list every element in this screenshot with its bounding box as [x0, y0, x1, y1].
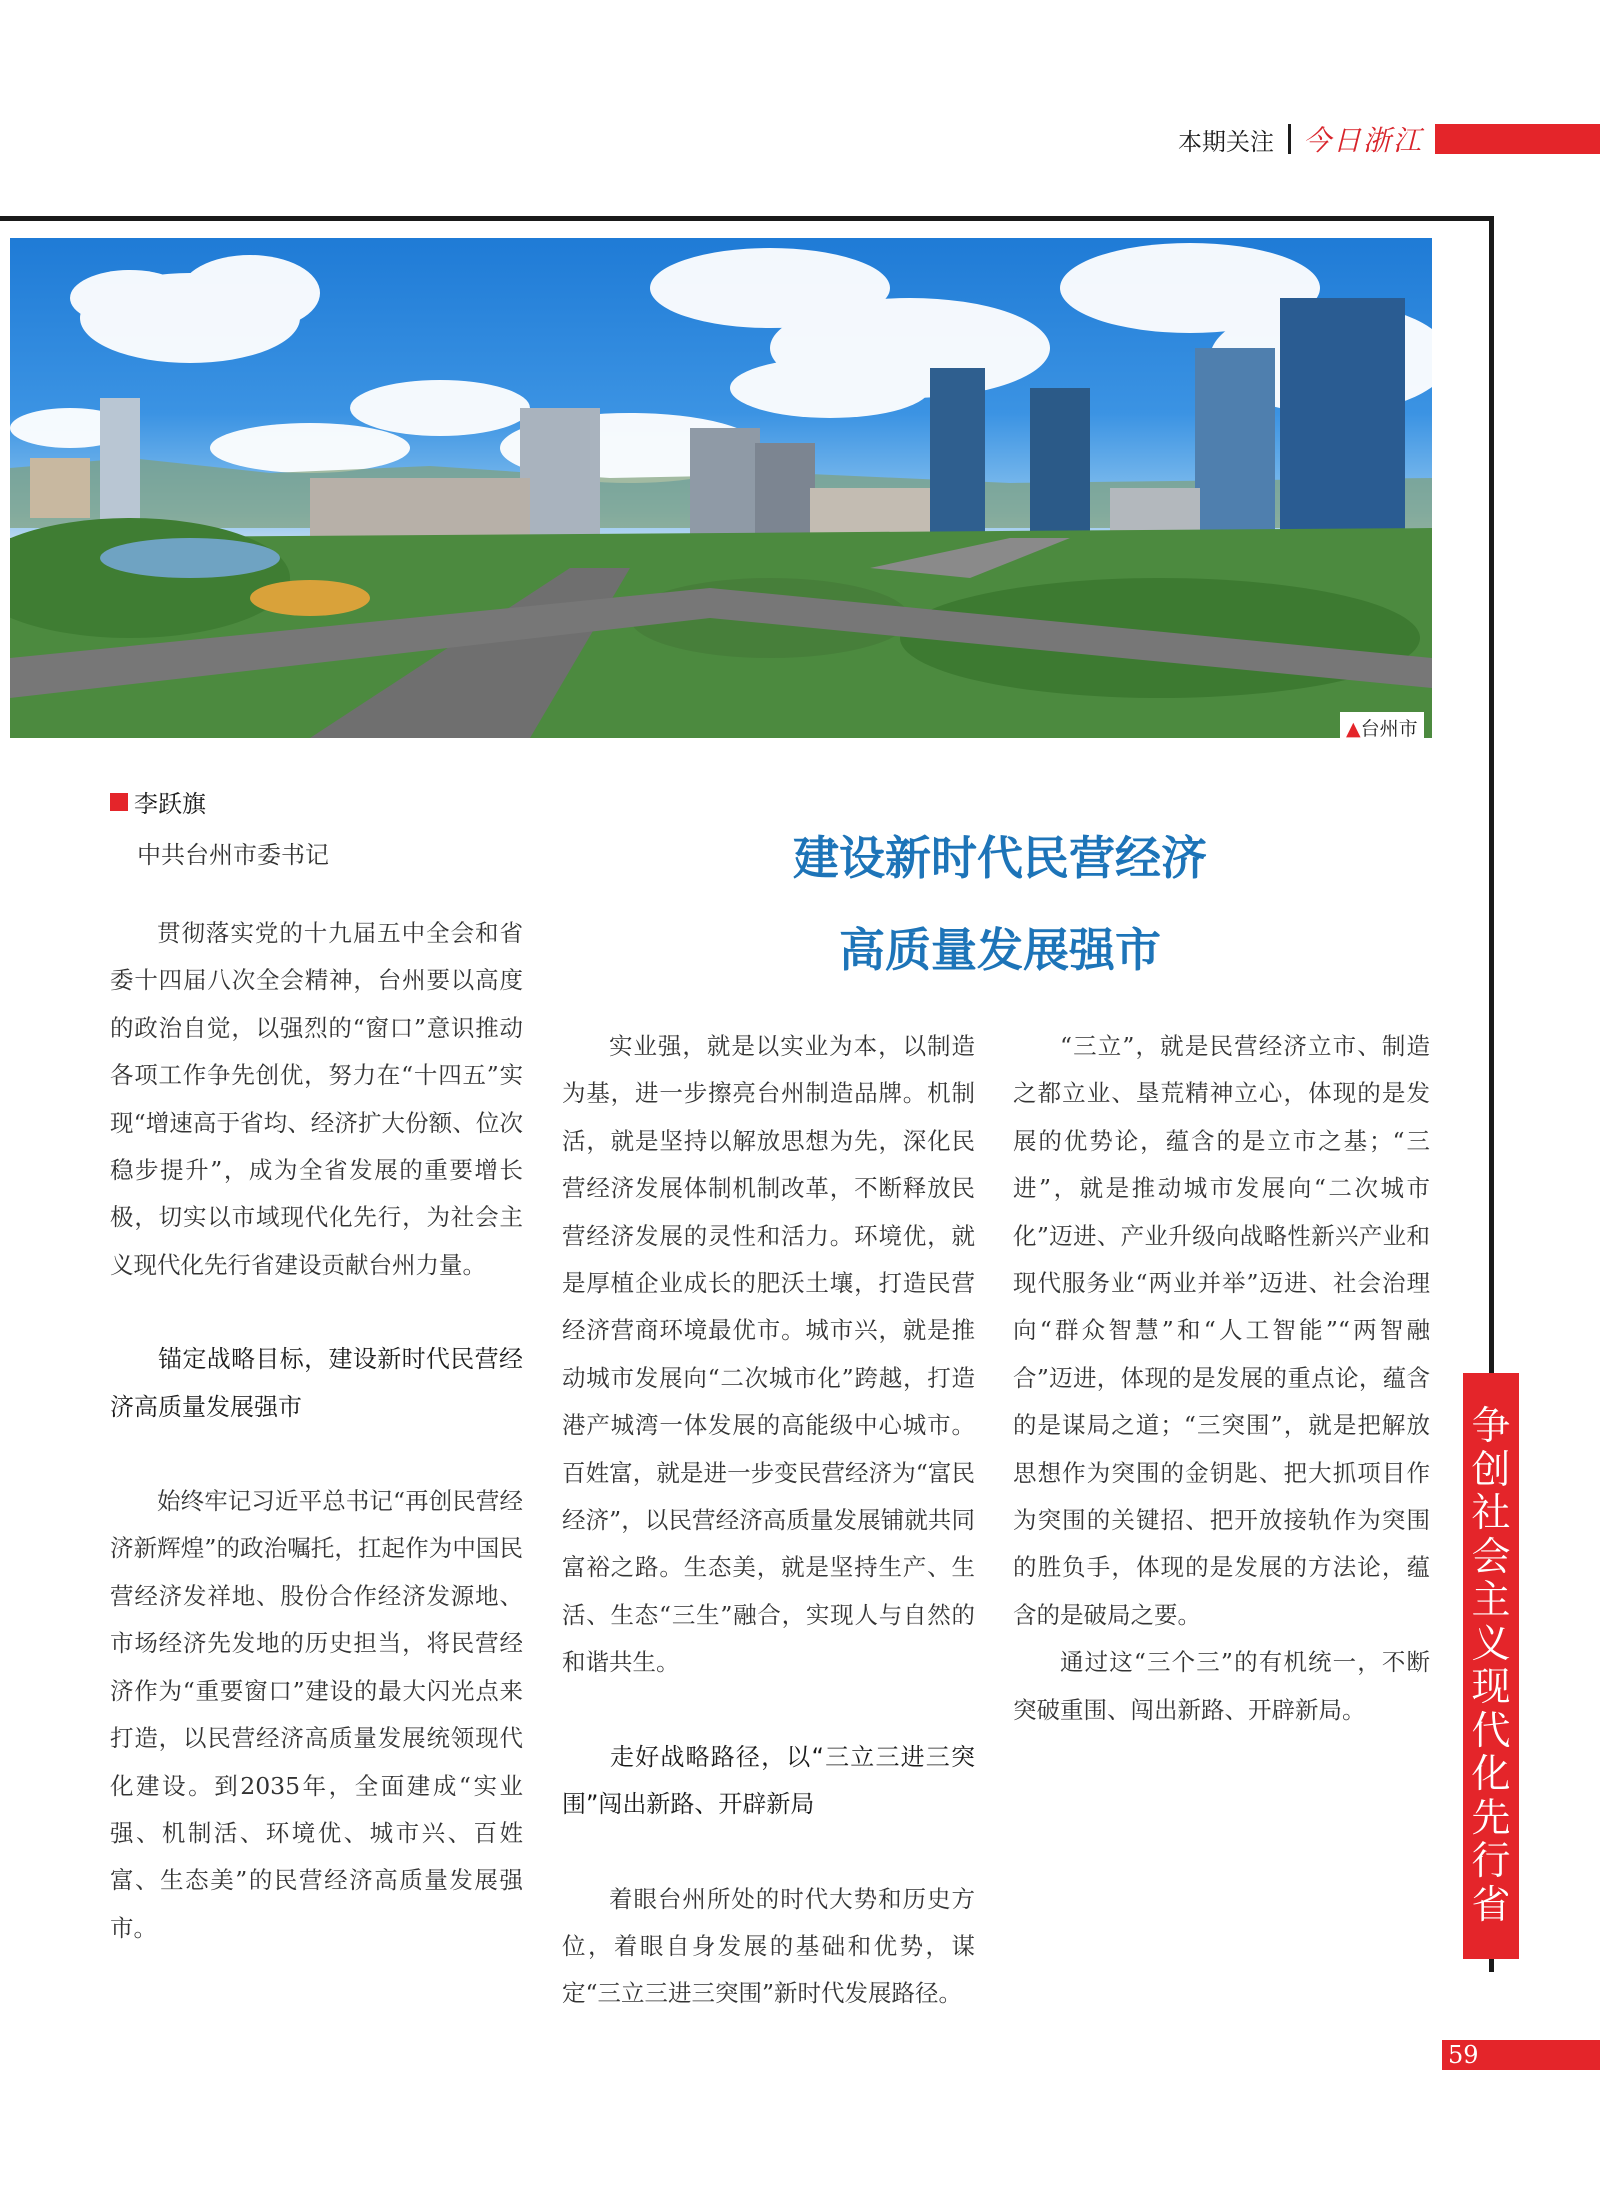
column-2	[562, 1023, 975, 2018]
side-banner-char: 行	[1471, 1839, 1511, 1884]
paragraph-4: “三立”，就是民营经济立市、制造之都立业、垦荒精神立心，体现的是发展的优势论，蕴含的是立市之基；“三进”，就是推动城市发展向“二次城市化”迈进、产业升级向战略性新兴产业和现代服务业“两业并举”迈进、社会治理向“群众智慧”和“人工智能”“两智融合”迈进，体现的是发展的重点论，蕴含的是谋局之道；“三突围”，就是把解放思想作为突围的金钥匙、把大抓项目作为突围的关键招、把开放接轨作为突围的胜负手，体现的是发展的方法论，蕴含的是破局之要。	[1013, 1032, 1430, 1629]
side-banner-char: 主	[1471, 1578, 1511, 1623]
section-heading-1: 锚定战略目标，建设新时代民营经济高质量发展强市	[110, 1345, 523, 1421]
photo-caption	[1340, 712, 1424, 743]
header-red-bar	[1435, 124, 1600, 154]
side-banner-char: 化	[1471, 1752, 1511, 1797]
header-divider	[1288, 124, 1291, 154]
section-label: 本期关注	[1177, 127, 1274, 156]
caption-text: 台州市	[1360, 718, 1418, 740]
city-panorama-photo	[10, 238, 1432, 738]
city-skyline-illustration	[10, 238, 1432, 738]
column-1	[110, 910, 523, 1952]
article-title	[575, 812, 1425, 996]
paragraph-5: 通过这“三个三”的有机统一，不断突破重围、闯出新路、开辟新局。	[1013, 1648, 1430, 1724]
side-banner-char: 义	[1471, 1621, 1511, 1667]
red-square-icon	[110, 793, 128, 811]
side-banner-char: 创	[1471, 1447, 1511, 1493]
section-heading-2: 走好战略路径，以“三立三进三突围”闯出新路、开辟新局	[562, 1742, 975, 1819]
paragraph-2: 实业强，就是以实业为本，以制造为基，进一步擦亮台州制造品牌。机制活，就是坚持以解放思想为先，深化民营经济发展体制机制改革，不断释放民营经济发展的灵性和活力。环境优，就是厚植企业成长的肥沃土壤，打造民营经济营商环境最优市。城市兴，就是推动城市发展向“二次城市化”跨越，打造港产城湾一体发展的高能级中心城市。百姓富，就是进一步变民营经济为“富民经济”，以民营经济高质量发展铺就共同富裕之路。生态美，就是坚持生产、生活、生态“三生”融合，实现人与自然的和谐共生。	[562, 1032, 975, 1677]
side-banner-char: 省	[1471, 1882, 1511, 1928]
column-3	[1013, 1023, 1430, 1734]
title-line-1: 建设新时代民营经济	[793, 831, 1207, 885]
side-banner-char: 先	[1471, 1795, 1511, 1841]
side-banner-char: 现	[1471, 1665, 1511, 1710]
author-name	[110, 784, 329, 819]
title-line-2: 高质量发展强市	[839, 923, 1161, 977]
side-banner	[1463, 1373, 1519, 1959]
author-block	[110, 784, 329, 870]
frame-top-rule	[0, 216, 1494, 221]
page-number-bar	[1442, 2040, 1600, 2070]
paragraph-3: 着眼台州所处的时代大势和历史方位，着眼自身发展的基础和优势，谋定“三立三进三突围”新时代发展路径。	[562, 1884, 975, 2008]
side-banner-char: 社	[1471, 1491, 1511, 1536]
page-number: 59	[1448, 2041, 1479, 2069]
author-name-text: 李跃旗	[134, 790, 206, 818]
side-banner-char: 代	[1471, 1708, 1511, 1754]
page-header	[1178, 118, 1600, 160]
side-banner-char: 争	[1471, 1404, 1511, 1449]
brand-logo: 今日浙江	[1302, 124, 1423, 157]
author-title: 中共台州市委书记	[137, 841, 329, 869]
side-banner-char: 会	[1471, 1534, 1511, 1580]
paragraph-1: 始终牢记习近平总书记“再创民营经济新辉煌”的政治嘱托，扛起作为中国民营经济发祥地、股份合作经济发源地、市场经济先发地的历史担当，将民营经济作为“重要窗口”建设的最大闪光点来打造，以民营经济高质量发展统领现代化建设。到2035年，全面建成“实业强、机制活、环境优、城市兴、百姓富、生态美”的民营经济高质量发展强市。	[110, 1487, 523, 1942]
intro-paragraph: 贯彻落实党的十九届五中全会和省委十四届八次全会精神，台州要以高度的政治自觉，以强烈的“窗口”意识推动各项工作争先创优，努力在“十四五”实现“增速高于省均、经济扩大份额、位次稳步提升”，成为全省发展的重要增长极，切实以市域现代化先行，为社会主义现代化先行省建设贡献台州力量。	[110, 919, 523, 1279]
triangle-icon: ▲	[1346, 718, 1361, 740]
